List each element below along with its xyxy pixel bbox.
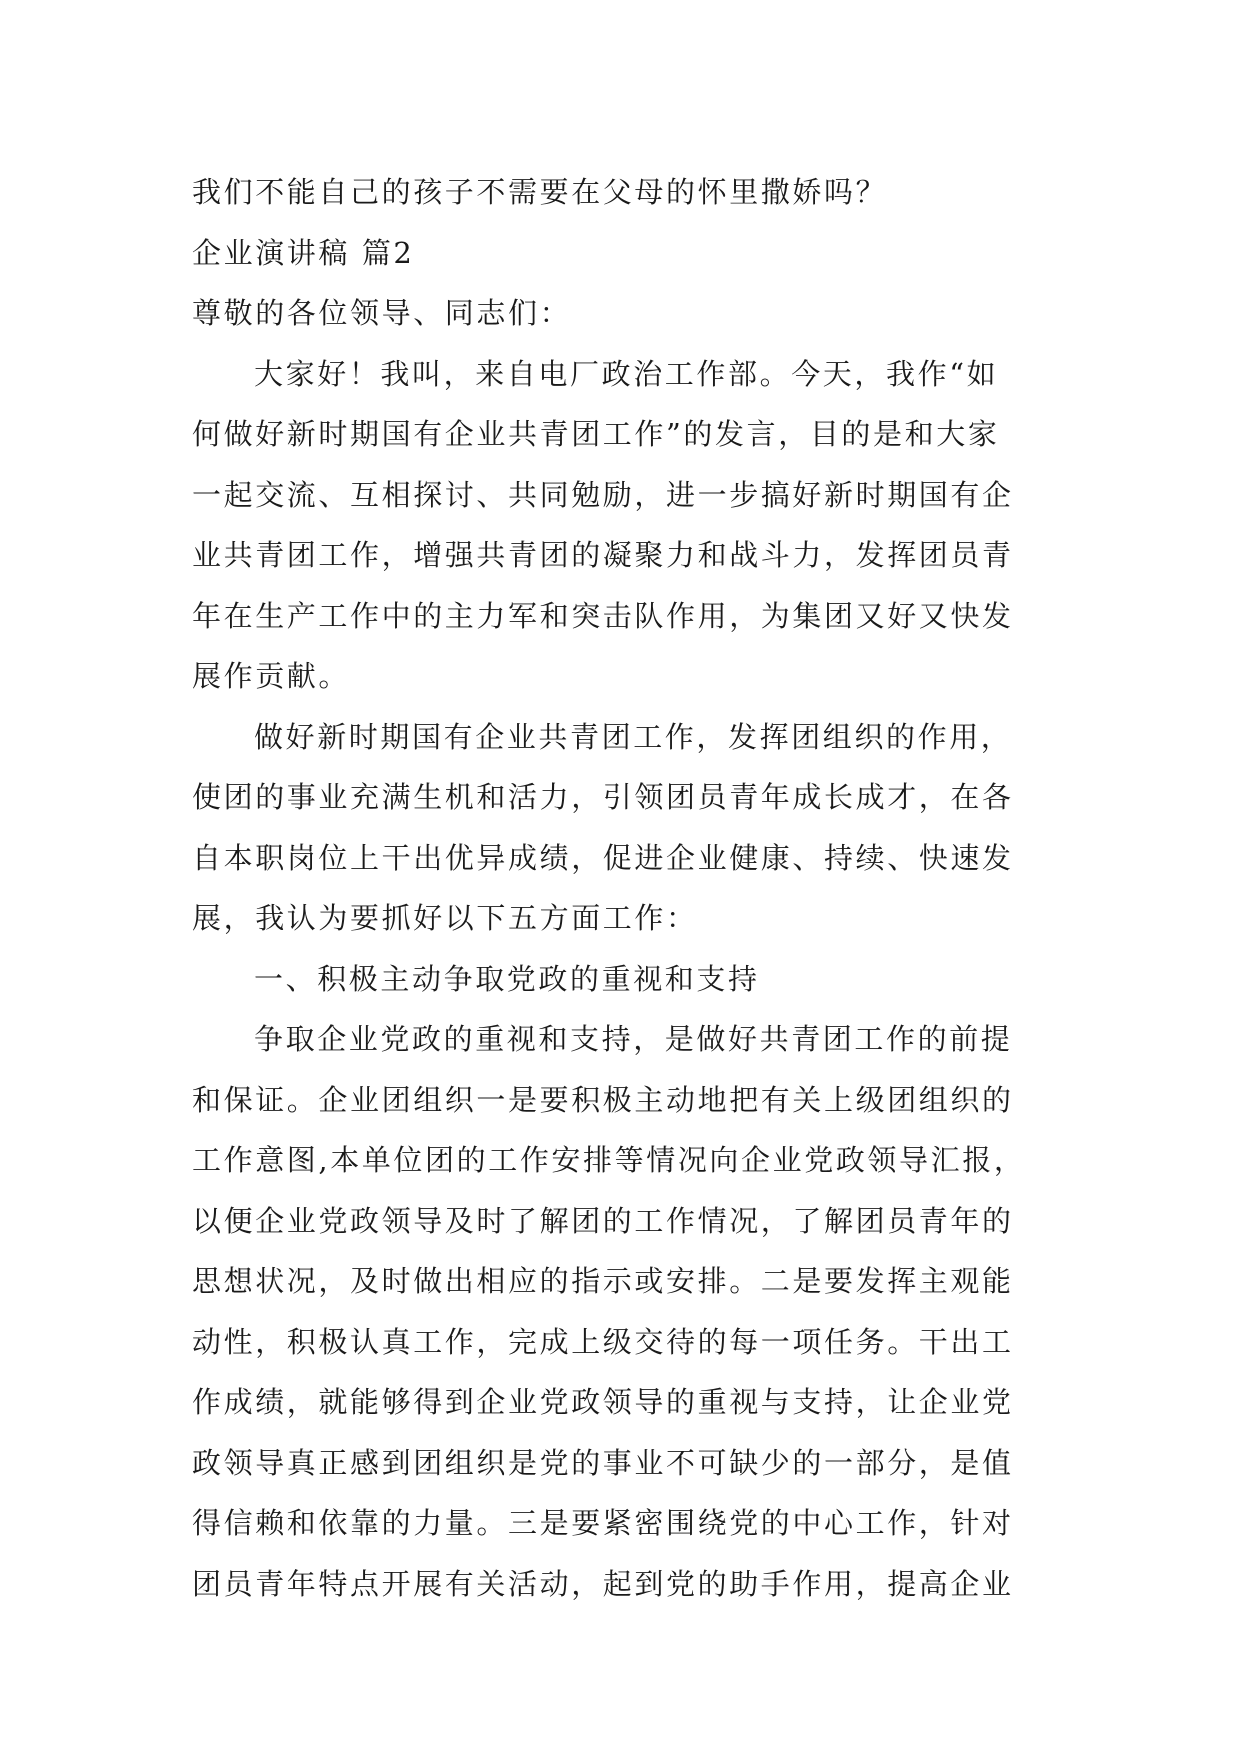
section-heading: 企业演讲稿 篇2 xyxy=(192,235,415,270)
paragraph-line: 展作贡献。 xyxy=(192,659,351,693)
paragraph-line: 展，我认为要抓好以下五方面工作： xyxy=(192,901,698,935)
paragraph-line: 做好新时期国有企业共青团工作，发挥团组织的作用， xyxy=(254,719,1013,754)
paragraph-line: 大家好！我叫，来自电厂政治工作部。今天，我作“如 xyxy=(254,356,999,391)
salutation: 尊敬的各位领导、同志们： xyxy=(192,296,572,330)
paragraph-line: 年在生产工作中的主力军和突击队作用，为集团又好又快发 xyxy=(192,598,1014,633)
document-page xyxy=(192,162,1052,1614)
paragraph-line: 工作意图,本单位团的工作安排等情况向企业党政领导汇报， xyxy=(192,1143,1026,1177)
paragraph-line: 思想状况，及时做出相应的指示或安排。二是要发挥主观能 xyxy=(192,1264,1014,1298)
paragraph-line: 自本职岗位上干出优异成绩，促进企业健康、持续、快速发 xyxy=(192,840,1014,875)
paragraph-line: 动性，积极认真工作，完成上级交待的每一项任务。干出工 xyxy=(192,1324,1014,1359)
text-line: 我们不能自己的孩子不需要在父母的怀里撒娇吗？ xyxy=(192,175,888,209)
paragraph-line: 何做好新时期国有企业共青团工作”的发言，目的是和大家 xyxy=(192,417,1000,451)
paragraph-line: 业共青团工作，增强共青团的凝聚力和战斗力，发挥团员青 xyxy=(192,538,1014,572)
paragraph-line: 一起交流、互相探讨、共同勉励，进一步搞好新时期国有企 xyxy=(192,477,1014,512)
paragraph-line: 和保证。企业团组织一是要积极主动地把有关上级团组织的 xyxy=(192,1082,1014,1117)
paragraph-line: 政领导真正感到团组织是党的事业不可缺少的一部分，是值 xyxy=(192,1445,1014,1480)
paragraph-line: 使团的事业充满生机和活力，引领团员青年成长成才，在各 xyxy=(192,780,1014,814)
paragraph-line: 以便企业党政领导及时了解团的工作情况，了解团员青年的 xyxy=(192,1203,1014,1238)
subsection-heading: 一、积极主动争取党政的重视和支持 xyxy=(254,961,760,996)
paragraph-line: 团员青年特点开展有关活动，起到党的助手作用，提高企业 xyxy=(192,1566,1014,1601)
paragraph-line: 争取企业党政的重视和支持，是做好共青团工作的前提 xyxy=(254,1022,1013,1056)
paragraph-line: 得信赖和依靠的力量。三是要紧密围绕党的中心工作，针对 xyxy=(192,1506,1014,1540)
paragraph-line: 作成绩，就能够得到企业党政领导的重视与支持，让企业党 xyxy=(192,1385,1014,1419)
